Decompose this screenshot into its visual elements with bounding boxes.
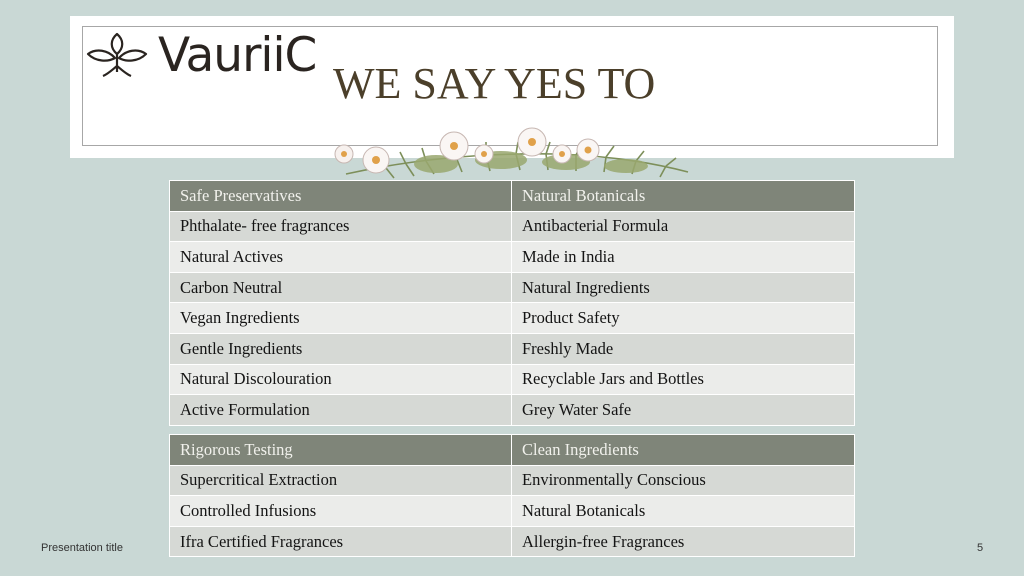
page-title: WE SAY YES TO: [333, 59, 656, 108]
table-row: [170, 242, 855, 273]
floral-decoration-icon: [326, 124, 696, 182]
page-number: 5: [977, 542, 984, 554]
table-cell: Clean Ingredients: [512, 435, 855, 466]
table-cell: Phthalate- free fragrances: [170, 211, 512, 242]
table-cell: Allergin-free Fragrances: [512, 526, 855, 557]
leaf-logo-icon: [86, 32, 148, 78]
table-cell: Recyclable Jars and Bottles: [512, 364, 855, 395]
table-cell: Supercritical Extraction: [170, 465, 512, 496]
table-cell: Rigorous Testing: [170, 435, 512, 466]
table-row: [170, 496, 855, 527]
table-cell: Natural Ingredients: [512, 272, 855, 303]
table-cell: Environmentally Conscious: [512, 465, 855, 496]
brand-name: VauriiC: [158, 27, 317, 83]
table-cell: Carbon Neutral: [170, 272, 512, 303]
table-cell: Gentle Ingredients: [170, 333, 512, 364]
table-header-row: [170, 435, 855, 466]
table-cell: Freshly Made: [512, 333, 855, 364]
table-cell: Made in India: [512, 242, 855, 273]
brand-logo: [86, 26, 316, 84]
table-row: [170, 465, 855, 496]
table-cell: Natural Actives: [170, 242, 512, 273]
table-row: [170, 211, 855, 242]
table-cell: Antibacterial Formula: [512, 211, 855, 242]
table-cell: Safe Preservatives: [170, 181, 512, 212]
features-table-1: [169, 180, 855, 426]
table-cell: Grey Water Safe: [512, 395, 855, 426]
table-cell: Vegan Ingredients: [170, 303, 512, 334]
table-row: [170, 526, 855, 557]
footer-presentation-title: Presentation title: [41, 542, 123, 554]
table-cell: Controlled Infusions: [170, 496, 512, 527]
table-cell: Ifra Certified Fragrances: [170, 526, 512, 557]
table-row: [170, 303, 855, 334]
table-row: [170, 333, 855, 364]
table-cell: Natural Botanicals: [512, 496, 855, 527]
table-cell: Product Safety: [512, 303, 855, 334]
table-cell: Active Formulation: [170, 395, 512, 426]
table-header-row: [170, 181, 855, 212]
features-table-2: [169, 434, 855, 557]
table-row: [170, 364, 855, 395]
table-row: [170, 395, 855, 426]
table-row: [170, 272, 855, 303]
table-cell: Natural Botanicals: [512, 181, 855, 212]
table-cell: Natural Discolouration: [170, 364, 512, 395]
